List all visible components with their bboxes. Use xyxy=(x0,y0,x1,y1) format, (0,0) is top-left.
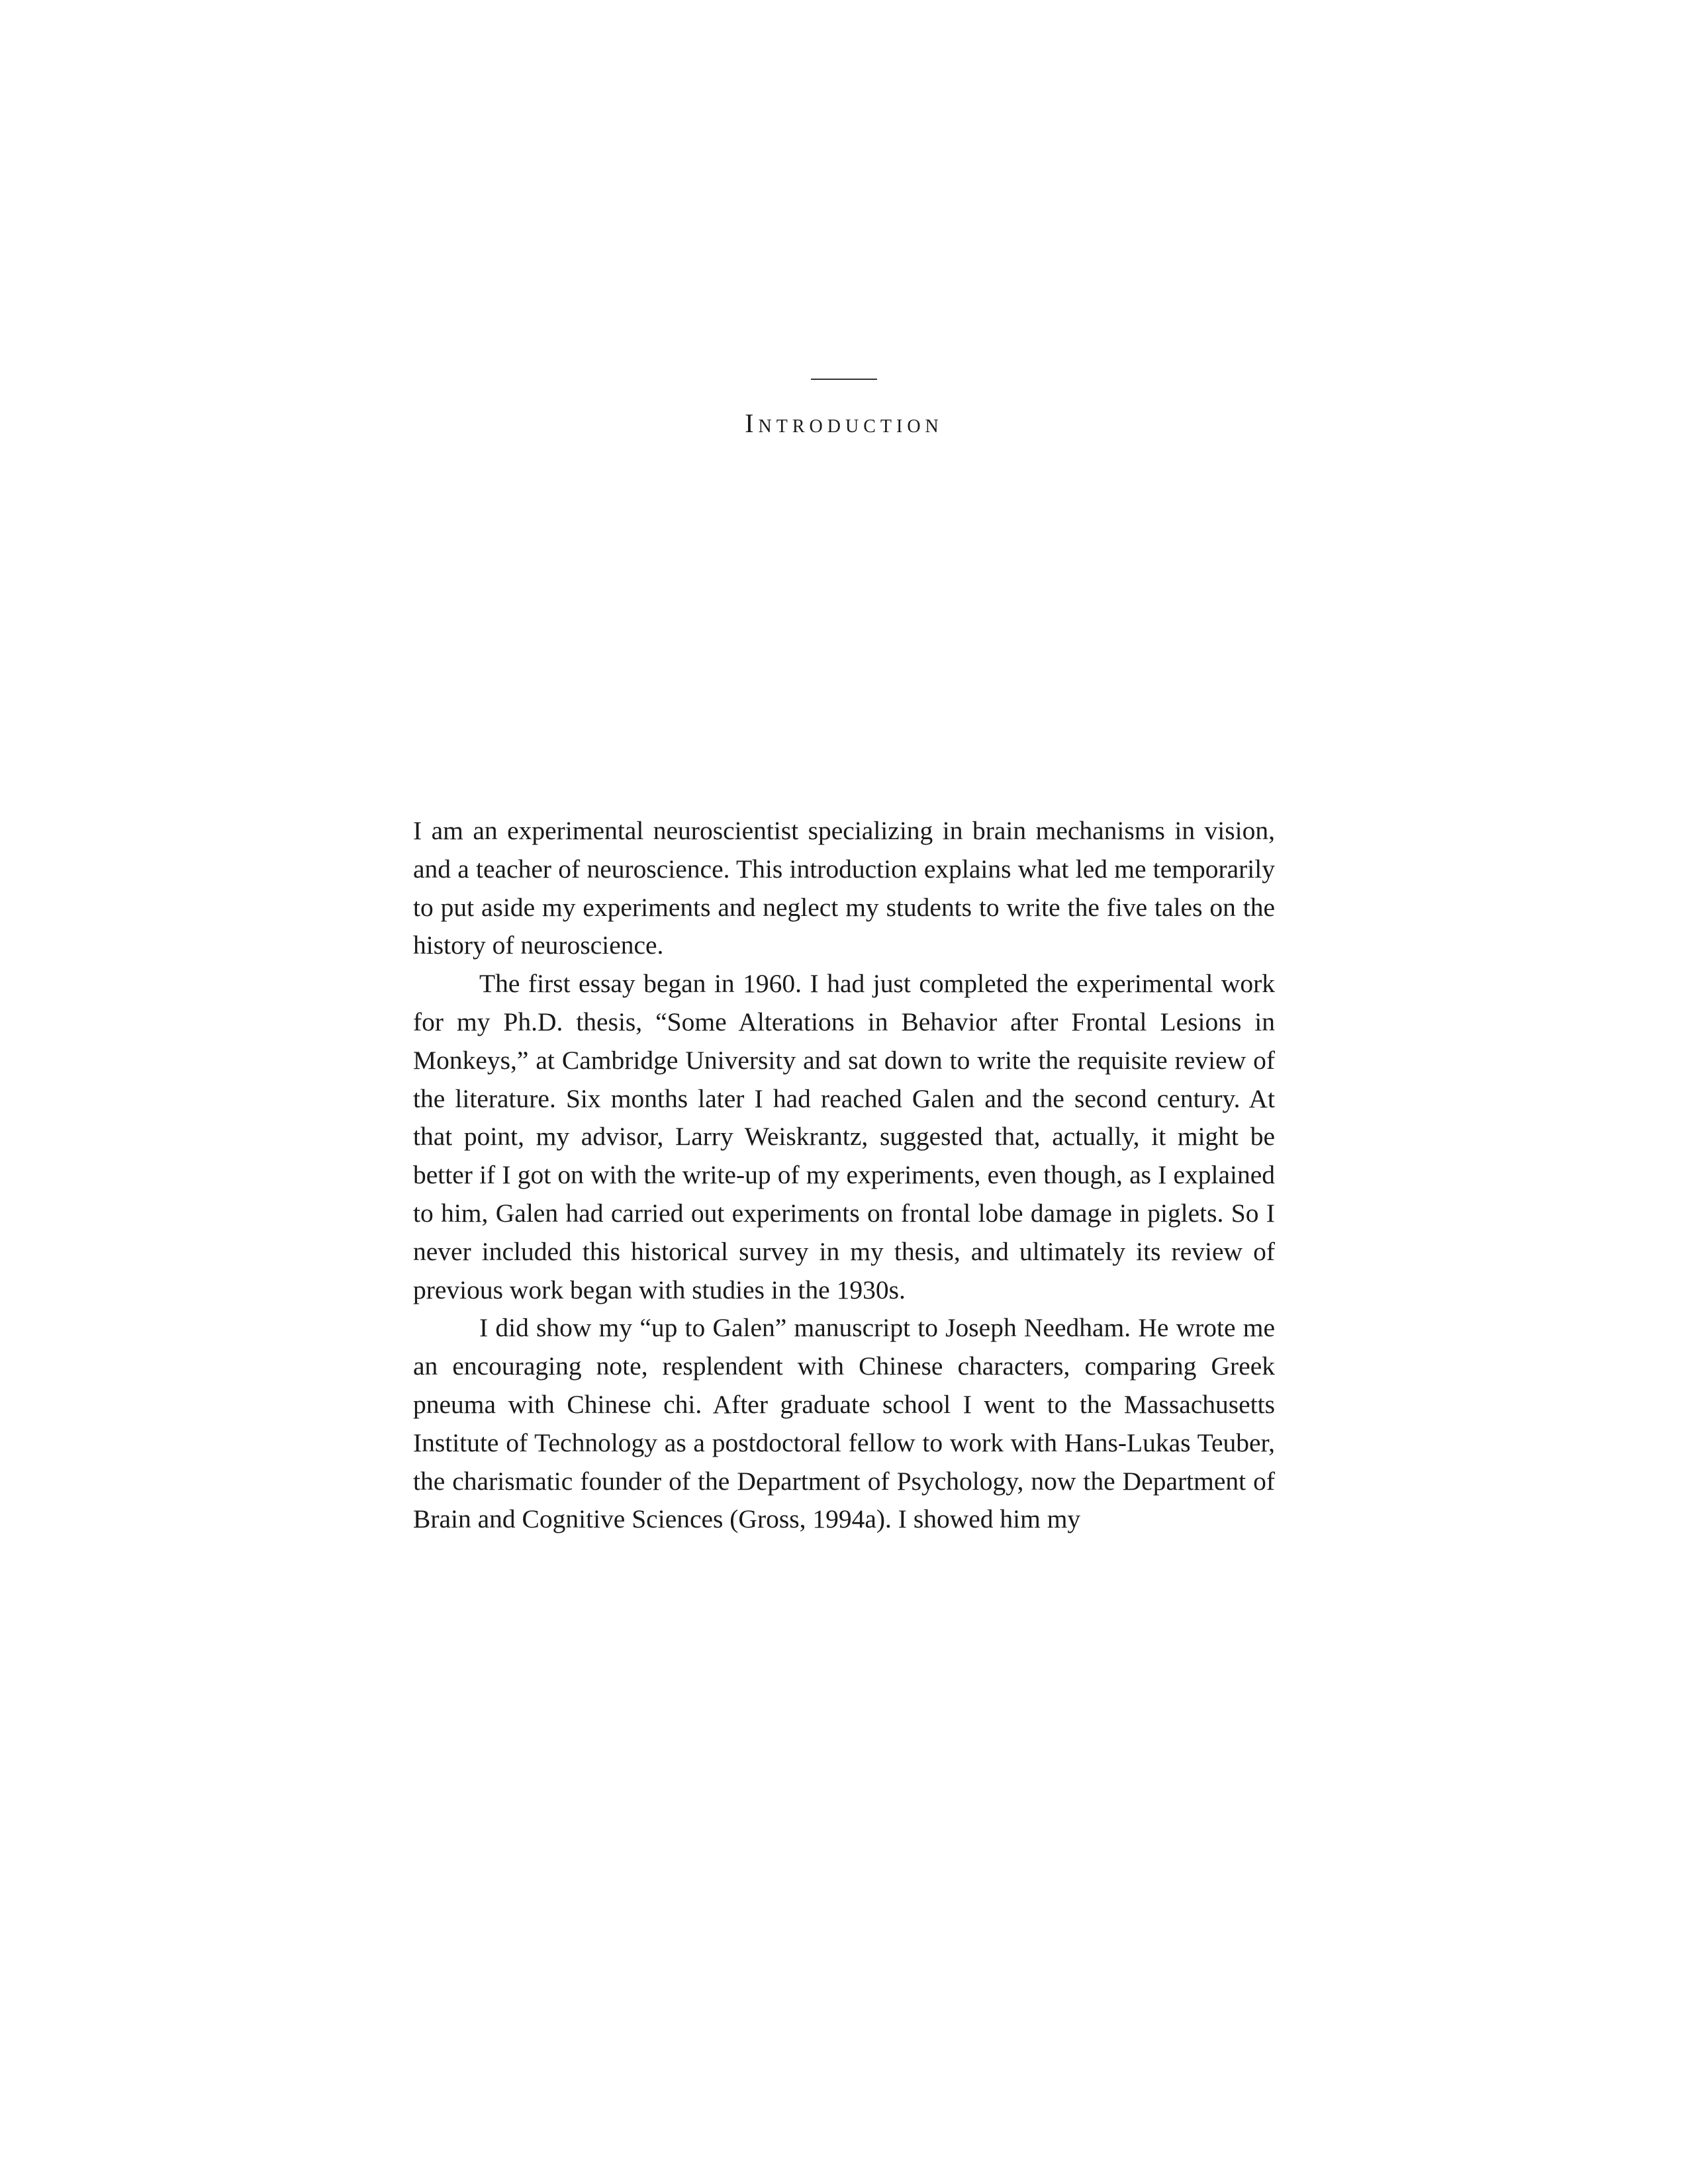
paragraph-1: I am an experimental neuroscientist specializing in brain mechanisms in vision, and a teacher of neuroscience. This introduction explains what led me temporarily to put aside my experiments and neglect my students to write the five tales on the history of neuroscience. xyxy=(413,816,1275,960)
paragraph-2: The first essay began in 1960. I had just completed the experimental work for my Ph.D. thesis, “Some Alterations in Behavior after Frontal Lesions in Monkeys,” at Cambridge University and sat down to write the requisite review of the literature. Six months later I had reached Galen and the second century. At that point, my advisor, Larry Weiskrantz, suggested that, actually, it might be better if I got on with the write-up of my experiments, even though, as I explained to him, Galen had carried out experiments on frontal lobe damage in piglets. So I never included this historical survey in my thesis, and ultimately its review of previous work began with studies in the 1930s. xyxy=(413,969,1275,1304)
paragraph-3: I did show my “up to Galen” manuscript to Joseph Needham. He wrote me an encouraging note, resplendent with Chinese characters, comparing Greek pneuma with Chinese chi. After graduate school I went to the Massachusetts Institute of Technology as a postdoctoral fellow to work with Hans-Lukas Teuber, the charismatic founder of the Department of Psychology, now the Department of Brain and Cognitive Sciences (Gross, 1994a). I showed him my xyxy=(413,1313,1275,1534)
chapter-title: Introduction xyxy=(745,408,943,438)
body-text xyxy=(413,812,1275,1539)
chapter-rule xyxy=(811,379,877,380)
